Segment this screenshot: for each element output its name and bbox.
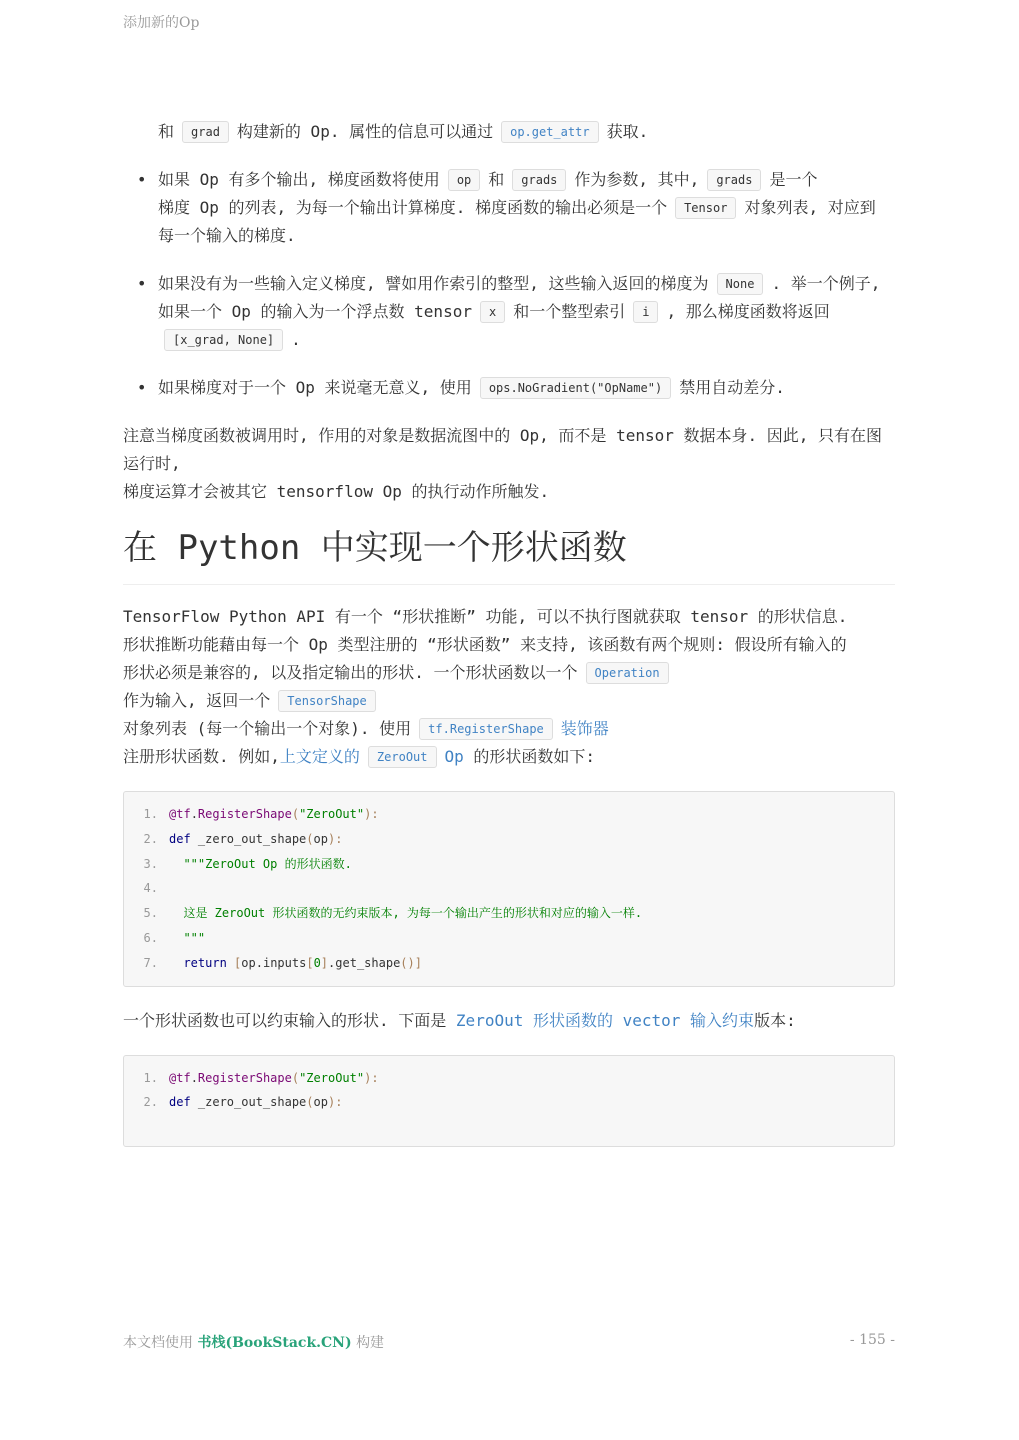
code-token: op [313,1095,328,1110]
code-token: ( [291,1070,300,1085]
text: 形状必须是兼容的, 以及指定输出的形状. 一个形状函数以一个 [123,663,578,682]
note-paragraph [123,422,895,506]
code-token: . [190,807,198,821]
line-number: 6. [143,930,158,945]
constraint-paragraph [123,1007,895,1035]
code-token: ): [327,1095,343,1110]
inline-code-nogradient: ops.NoGradient("OpName") [480,377,671,399]
code-token: . [328,955,336,970]
text: 构建新的 Op. 属性的信息可以通过 [236,122,494,141]
code-token: op [313,831,328,846]
code-token: """ [183,930,206,945]
inline-code-grads: grads [707,169,761,191]
text: . [291,330,301,349]
footer-suffix: 构建 [356,1335,385,1351]
text: 是一个 [769,170,818,189]
code-token: ): [364,1070,379,1085]
text: 作为参数, 其中, [574,170,700,189]
inline-code-operation[interactable]: Operation [586,662,669,684]
text: 作为输入, 返回一个 [123,691,271,710]
text: , 那么梯度函数将返回 [666,302,830,321]
code-token: 这是 ZeroOut 形状函数的无约束版本, 为每一个输出产生的形状和对应的输入一样. [183,906,643,921]
line-number: 7. [143,955,158,970]
line-number: 2. [143,831,158,846]
line-number: 4. [143,881,158,896]
line-number: 5. [143,906,158,921]
text: 注意当梯度函数被调用时, 作用的对象是数据流图中的 Op, 而不是 tensor 数据本身. 因此, 只有在图运行时, [123,426,883,473]
text: . 举一个例子, [771,274,881,293]
running-title: 添加新的Op [123,15,200,31]
page-number: - 155 - [849,1332,895,1348]
text: 获取. [606,122,649,141]
list-item [158,166,895,250]
vector-constraint-link[interactable]: ZeroOut 形状函数的 vector 输入约束 [455,1010,755,1030]
text: 和一个整型索引 [513,302,626,321]
text: 梯度 Op 的列表, 为每一个输出计算梯度. 梯度函数的输出必须是一个 [158,198,668,217]
list-item [158,270,895,354]
inline-code-tensorshape[interactable]: TensorShape [278,690,375,712]
text: 和 [488,170,505,189]
text: 对象列表, 对应到 [744,198,876,217]
text: 注册形状函数. 例如, [123,747,280,766]
text: 一个形状函数也可以约束输入的形状. 下面是 [123,1010,447,1030]
code-token: ): [364,807,379,821]
code-token: ): [327,831,343,846]
inline-code-grad: grad [182,121,229,143]
code-token: @tf [169,1070,191,1085]
document-body [123,118,895,1167]
page-footer [123,1332,895,1352]
text: 和 [158,122,175,141]
footer-prefix: 本文档使用 [123,1335,193,1351]
inline-code-x: x [480,301,505,323]
line-number: 1. [143,807,158,821]
text: 如果 Op 有多个输出, 梯度函数将使用 [158,170,440,189]
code-token: . [190,1070,198,1085]
code-token: def [169,1095,191,1110]
shape-paragraph [123,603,895,771]
code-token: RegisterShape [197,807,292,821]
text: 形状推断功能藉由每一个 Op 类型注册的 “形状函数” 来支持, 该函数有两个规则: 假设所有输入的 [123,635,847,654]
code-token: inputs [262,955,307,970]
code-token: """ZeroOut Op 的形状函数. [183,856,352,871]
bullet-list [123,166,895,402]
text: 对象列表 (每一个输出一个对象). 使用 [123,719,412,738]
code-token: ( [291,807,300,821]
code-token: op [241,955,256,970]
text: 版本: [754,1010,796,1030]
code-token: ] [414,955,422,970]
code-token: ] [320,955,329,970]
bullet-continuation [123,118,895,146]
text: 的形状函数如下: [473,747,596,766]
text: 每一个输入的梯度. [158,226,296,245]
code-token: get_shape [335,955,401,970]
inline-code-op: op [448,169,480,191]
code-token: "ZeroOut" [299,807,365,821]
code-token: 0 [313,955,321,970]
code-block-shape-fn [123,791,895,987]
code-token: @tf [169,807,191,821]
code-token: RegisterShape [197,1070,292,1085]
code-token: ( [306,1095,314,1110]
decorator-link[interactable]: 装饰器 [560,719,609,738]
code-token: return [183,955,227,970]
code-token: () [400,955,415,970]
text: 如果没有为一些输入定义梯度, 譬如用作索引的整型, 这些输入返回的梯度为 [158,274,709,293]
inline-code-return-list: [x_grad, None] [164,329,283,351]
op-link[interactable]: Op [444,747,464,766]
inline-code-registershape[interactable]: tf.RegisterShape [419,718,553,740]
inline-code-grads: grads [512,169,566,191]
code-token: "ZeroOut" [299,1070,365,1085]
text: 如果梯度对于一个 Op 来说毫无意义, 使用 [158,378,472,397]
line-number: 1. [143,1070,158,1085]
inline-code-none: None [717,273,764,295]
text: 如果一个 Op 的输入为一个浮点数 tensor [158,302,472,321]
defined-above-link[interactable]: 上文定义的 [279,747,360,766]
code-token: [ [306,955,314,970]
text: 梯度运算才会被其它 tensorflow Op 的执行动作所触发. [123,482,550,501]
code-token: [ [234,955,242,970]
text: 禁用自动差分. [679,378,785,397]
bookstack-link[interactable]: 书栈(BookStack.CN) [197,1335,352,1351]
code-token: def [169,831,191,846]
code-token: . [255,955,263,970]
code-token: _zero_out_shape [190,831,307,846]
inline-code-i: i [633,301,658,323]
line-number: 3. [143,856,158,871]
inline-code-tensor: Tensor [675,197,736,219]
section-heading: 在 Python 中实现一个形状函数 [123,526,895,585]
text: TensorFlow Python API 有一个 “形状推断” 功能, 可以不执行图就获取 tensor 的形状信息. [123,607,848,626]
inline-code-zeroout: ZeroOut [368,746,437,768]
line-number: 2. [143,1095,158,1110]
code-token: _zero_out_shape [190,1095,307,1110]
list-item [158,374,895,402]
code-block-constrained [123,1055,895,1147]
inline-code-get-attr[interactable]: op.get_attr [501,121,598,143]
code-token: ( [306,831,314,846]
